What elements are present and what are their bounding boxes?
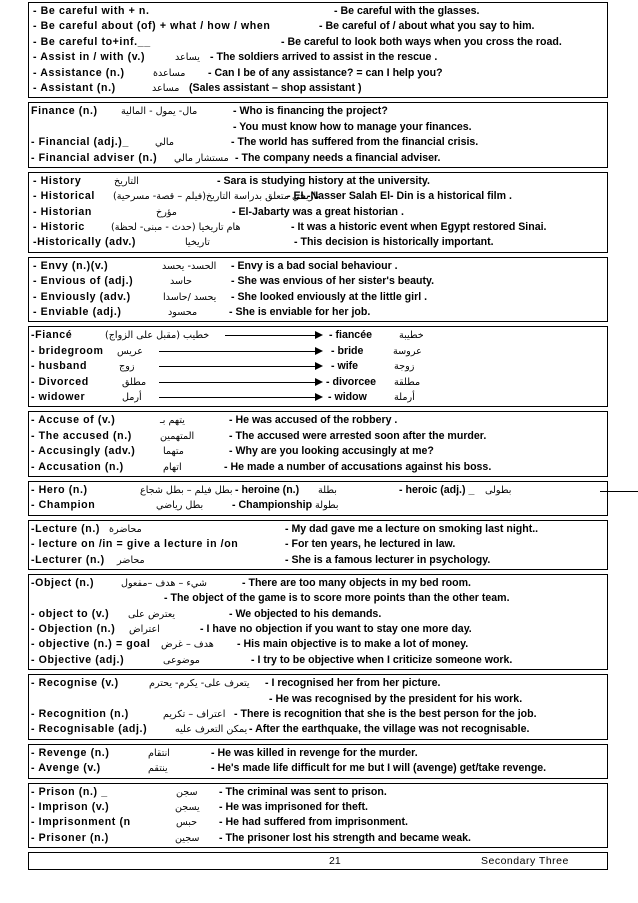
vocab-row xyxy=(29,19,607,34)
vocab-row xyxy=(29,189,607,204)
vocab-row xyxy=(29,274,607,289)
arabic-meaning: اعتراض xyxy=(129,624,160,636)
vocab-term: - Prison (n.) _ xyxy=(31,785,108,798)
vocab-row xyxy=(29,35,607,50)
vocab-row xyxy=(29,498,607,513)
vocab-term: - Financial adviser (n.) xyxy=(31,151,158,164)
arabic-meaning: يعترض على xyxy=(128,608,176,620)
vocab-term: - He was recognised by the president for his work. xyxy=(269,692,523,705)
vocab-term: - Accusingly (adv.) xyxy=(31,445,136,458)
arabic-meaning: عريس xyxy=(117,345,143,357)
arabic-meaning: أرمل xyxy=(122,391,142,403)
vocab-row xyxy=(29,375,607,390)
example-sentence: - For ten years, he lectured in law. xyxy=(285,538,456,551)
arabic-meaning: مساعدة xyxy=(153,67,186,79)
vocab-row xyxy=(29,81,607,96)
vocab-term: - Avenge (v.) xyxy=(31,762,101,775)
example-sentence: - She is enviable for her job. xyxy=(229,306,371,319)
arabic-meaning: بطل فيلم – بطل شجاع xyxy=(140,484,233,496)
example-sentence: - The soldiers arrived to assist in the rescue . xyxy=(210,51,438,64)
arabic-meaning: هدف – غرض xyxy=(161,639,214,651)
vocab-row xyxy=(29,692,607,707)
arabic-meaning: زوج xyxy=(119,361,135,373)
example-sentence: - My dad gave me a lecture on smoking last night.. xyxy=(285,522,539,535)
example-sentence: - Be careful to look both ways when you cross the road. xyxy=(281,35,562,48)
vocab-block-prison xyxy=(28,783,608,849)
vocab-row xyxy=(29,429,607,444)
example-sentence: - He was accused of the robbery . xyxy=(229,414,398,427)
arabic-meaning: يتهم بـ xyxy=(160,415,185,427)
vocab-term: -Object (n.) xyxy=(31,576,95,589)
arabic-meaning: حاسد xyxy=(170,276,192,288)
vocab-row xyxy=(29,328,607,343)
vocab-term: - Prisoner (n.) xyxy=(31,831,109,844)
arabic-meaning: بطولة xyxy=(315,500,339,512)
vocab-term: - The object of the game is to score more points than the other team. xyxy=(164,592,510,605)
example-sentence: - heroic (adj.) _ xyxy=(399,483,475,496)
vocab-row xyxy=(29,66,607,81)
vocab-row xyxy=(29,831,607,846)
vocab-term: - Objection (n.) xyxy=(31,623,116,636)
vocab-row xyxy=(29,50,607,65)
example-sentence: - Championship xyxy=(232,499,313,512)
example-sentence: - Why are you looking accusingly at me? xyxy=(229,445,434,458)
arrow-icon xyxy=(159,397,321,398)
example-sentence: - Who is financing the project? xyxy=(233,105,388,118)
example-sentence: - Be careful with the glasses. xyxy=(334,5,480,17)
vocab-row xyxy=(29,576,607,591)
arabic-meaning: سجن xyxy=(176,786,198,798)
vocab-row xyxy=(29,344,607,359)
example-sentence: - The world has suffered from the financial crisis. xyxy=(231,136,479,149)
vocab-row xyxy=(29,815,607,830)
arabic-meaning: مال- يمول - المالية xyxy=(121,106,198,118)
example-sentence: - The company needs a financial adviser. xyxy=(235,151,441,164)
vocab-term: - Financial (adj.)_ xyxy=(31,136,129,149)
vocab-row xyxy=(29,761,607,776)
vocab-row xyxy=(29,205,607,220)
arabic-meaning: ينتقم xyxy=(148,763,168,775)
arabic-meaning: التاريخ xyxy=(114,175,139,187)
vocab-term: - Assistance (n.) xyxy=(33,66,125,79)
example-sentence: - It was a historic event when Egypt restored Sinai. xyxy=(291,221,547,234)
vocab-term: - Enviously (adv.) xyxy=(33,290,131,303)
vocab-row xyxy=(29,676,607,691)
arabic-meaning: يسجن xyxy=(175,801,200,813)
arabic-meaning: مطلق xyxy=(122,376,147,388)
vocab-term: - Be careful about (of) + what / how / when xyxy=(33,20,271,33)
vocab-row xyxy=(29,785,607,800)
vocab-term: - Recognisable (adj.) xyxy=(31,723,148,736)
vocab-term: - Historical xyxy=(33,190,95,203)
vocab-block-lecture xyxy=(28,520,608,570)
vocab-row xyxy=(29,460,607,475)
arabic-meaning: اعتراف – تكريم xyxy=(163,709,226,721)
vocab-term: - bridegroom xyxy=(31,344,104,357)
vocab-term: - Recognition (n.) xyxy=(31,708,129,721)
arabic-meaning: مستشار مالي xyxy=(174,152,229,164)
vocab-row xyxy=(29,722,607,737)
vocab-term: - Objective (adj.) xyxy=(31,653,125,666)
example-sentence: - He had suffered from imprisonment. xyxy=(219,816,408,829)
arabic-meaning: مؤرخ xyxy=(156,206,177,218)
vocab-block-revenge xyxy=(28,744,608,779)
example-sentence: - Sara is studying history at the university. xyxy=(217,174,430,187)
arabic-meaning: يساعد xyxy=(175,52,200,64)
example-sentence: - He made a number of accusations against his boss. xyxy=(224,460,492,473)
vocab-term: -Lecturer (n.) xyxy=(31,553,105,566)
example-sentence: - wife xyxy=(331,360,359,373)
arabic-meaning: المتهمين xyxy=(160,430,195,442)
vocab-row xyxy=(29,607,607,622)
arabic-meaning: يمكن التعرف عليه xyxy=(175,724,248,736)
example-sentence: - She was envious of her sister's beauty. xyxy=(231,275,435,288)
arabic-meaning: هام تاريخيا (حدث - مبنى- لحظة) xyxy=(111,222,241,234)
vocab-row xyxy=(29,390,607,405)
example-sentence: - He was imprisoned for theft. xyxy=(219,800,368,813)
arrow-icon xyxy=(159,382,321,383)
example-sentence: - Be careful of / about what you say to him. xyxy=(319,20,535,33)
arabic-meaning: تاريخيا xyxy=(185,237,210,249)
example-sentence: - widow xyxy=(328,390,367,403)
arabic-meaning: زوجة xyxy=(394,361,415,373)
vocab-term: - Imprisonment (n xyxy=(31,816,131,829)
arabic-meaning: انتقام xyxy=(148,747,170,759)
vocab-term: -Lecture (n.) xyxy=(31,522,101,535)
vocab-row xyxy=(29,653,607,668)
vocab-row xyxy=(29,444,607,459)
vocab-term: -Fiancé xyxy=(31,329,73,342)
arabic-meaning: بطولى xyxy=(485,484,512,496)
arrow-icon xyxy=(225,335,321,336)
vocab-row xyxy=(29,591,607,606)
example-sentence: - I try to be objective when I criticize someone work. xyxy=(251,653,513,666)
vocab-term: -Historically (adv.) xyxy=(33,236,137,249)
arabic-meaning: محاضر xyxy=(117,554,145,566)
vocab-row xyxy=(29,120,607,135)
vocab-term: - Enviable (adj.) xyxy=(33,306,122,319)
vocab-row xyxy=(29,174,607,189)
vocab-term: - Envious of (adj.) xyxy=(33,275,134,288)
vocab-block-object xyxy=(28,574,608,670)
vocab-row xyxy=(29,800,607,815)
vocab-row xyxy=(29,259,607,274)
vocab-block-careful xyxy=(28,2,608,98)
vocab-block-fiance xyxy=(28,326,608,407)
vocab-term: - Be careful to+inf.__ xyxy=(33,35,151,48)
arabic-meaning: موضوعى xyxy=(163,654,200,666)
page-number: 21 xyxy=(329,855,341,868)
vocab-term: - Hero (n.) xyxy=(31,483,88,496)
vocab-row xyxy=(29,707,607,722)
example-sentence: - heroine (n.) xyxy=(235,483,300,496)
vocab-row xyxy=(29,483,607,498)
arabic-meaning: متهما xyxy=(163,446,184,458)
vocab-block-history xyxy=(28,172,608,253)
example-sentence: - Envy is a bad social behaviour . xyxy=(231,259,398,272)
arrow-icon xyxy=(159,366,321,367)
vocab-row xyxy=(29,622,607,637)
vocab-term: - Divorced xyxy=(31,375,89,388)
vocab-row xyxy=(29,746,607,761)
vocab-term: Finance (n.) xyxy=(31,105,98,118)
arabic-meaning: خطيب (مقبل على الزواج) xyxy=(105,330,210,342)
vocab-row xyxy=(29,522,607,537)
example-sentence: - bride xyxy=(331,344,364,357)
arabic-meaning: اتهام xyxy=(163,461,182,473)
example-sentence: - The prisoner lost his strength and became weak. xyxy=(219,831,471,844)
example-sentence: - fiancée xyxy=(329,329,372,342)
vocab-term: - Accuse of (v.) xyxy=(31,414,116,427)
vocab-term: - Historian xyxy=(33,205,92,218)
vocab-row xyxy=(29,305,607,320)
example-sentence: (Sales assistant – shop assistant ) xyxy=(189,81,362,94)
example-sentence: - Can I be of any assistance? = can I help you? xyxy=(208,66,443,79)
vocab-block-envy xyxy=(28,257,608,323)
arabic-meaning: محسود xyxy=(168,307,198,319)
vocab-term: - Recognise (v.) xyxy=(31,677,119,690)
example-sentence: - There is recognition that she is the best person for the job. xyxy=(234,708,537,721)
arabic-meaning: محاضرة xyxy=(109,523,142,535)
vocab-term: - Imprison (v.) xyxy=(31,800,110,813)
arabic-meaning: يحسد /حاسدا xyxy=(163,291,217,303)
vocab-row xyxy=(29,290,607,305)
vocab-term: - lecture on /in = give a lecture in /on xyxy=(31,538,239,551)
vocab-term: - Revenge (n.) xyxy=(31,746,110,759)
arabic-meaning: بطل رياضي xyxy=(156,500,204,512)
vocab-term: - objective (n.) = goal xyxy=(31,638,151,651)
arabic-meaning: تاريخي متعلق بدراسة التاريخ(فيلم – قصة- مسرحية) xyxy=(113,191,320,203)
vocab-term: - Champion xyxy=(31,499,96,512)
margin-line xyxy=(600,491,638,492)
arabic-meaning: يتعرف على- يكرم- يحترم xyxy=(149,678,250,690)
arabic-meaning: مطلقة xyxy=(394,376,421,388)
example-sentence: - divorcee xyxy=(326,375,377,388)
vocabulary-sheet xyxy=(28,2,608,870)
example-sentence: - There are too many objects in my bed room. xyxy=(242,576,471,589)
vocab-term: - object to (v.) xyxy=(31,607,110,620)
example-sentence: - She looked enviously at the little girl . xyxy=(231,290,428,303)
vocab-row xyxy=(29,135,607,150)
example-sentence: - His main objective is to make a lot of money. xyxy=(237,638,469,651)
arabic-meaning: خطيبة xyxy=(399,330,424,342)
vocab-term: - Historic xyxy=(33,221,85,234)
vocab-term: - Envy (n.)(v.) xyxy=(33,259,109,272)
arabic-meaning: مساعد xyxy=(152,82,180,94)
vocab-block-finance xyxy=(28,102,608,168)
example-sentence: - El-Jabarty was a great historian . xyxy=(232,205,404,218)
vocab-row xyxy=(29,637,607,652)
vocab-term: - husband xyxy=(31,360,88,373)
example-sentence: - I have no objection if you want to stay one more day. xyxy=(200,623,472,636)
vocab-term: - widower xyxy=(31,390,86,403)
arabic-meaning: مالي xyxy=(155,137,174,149)
arabic-meaning: سجين xyxy=(175,832,200,844)
vocab-row xyxy=(29,537,607,552)
vocab-row xyxy=(29,553,607,568)
vocab-block-hero xyxy=(28,481,608,516)
example-sentence: - He was killed in revenge for the murder. xyxy=(211,746,418,759)
vocab-term: - History xyxy=(33,174,82,187)
vocab-term: - Assistant (n.) xyxy=(33,81,116,94)
vocab-term: - Be careful with + n. xyxy=(33,5,150,17)
arabic-meaning: الحسد- يحسد xyxy=(162,260,217,272)
example-sentence: - The accused were arrested soon after the murder. xyxy=(229,429,487,442)
arabic-meaning: عروسة xyxy=(393,345,422,357)
vocab-row xyxy=(29,220,607,235)
example-sentence: - The criminal was sent to prison. xyxy=(219,785,387,798)
vocab-term: - You must know how to manage your finances. xyxy=(233,120,472,133)
example-sentence: - After the earthquake, the village was not recognisable. xyxy=(249,723,530,736)
grade-label: Secondary Three xyxy=(481,855,569,868)
vocab-term: - Accusation (n.) xyxy=(31,460,124,473)
arabic-meaning: أرملة xyxy=(394,391,415,403)
vocab-block-accuse xyxy=(28,411,608,477)
vocab-row xyxy=(29,4,607,19)
example-sentence: - She is a famous lecturer in psychology. xyxy=(285,553,491,566)
page-footer xyxy=(28,852,608,870)
arrow-icon xyxy=(159,351,321,352)
arabic-meaning: حبس xyxy=(176,817,198,829)
vocab-block-recognise xyxy=(28,674,608,740)
vocab-row xyxy=(29,359,607,374)
example-sentence: - He's made life difficult for me but I will (avenge) get/take revenge. xyxy=(211,762,547,775)
vocab-term: - The accused (n.) xyxy=(31,429,132,442)
example-sentence: - This decision is historically important. xyxy=(294,236,494,249)
example-sentence: - We objected to his demands. xyxy=(229,607,382,620)
vocab-row xyxy=(29,235,607,250)
example-sentence: - EL-Nasser Salah El- Din is a historical film . xyxy=(287,190,512,203)
arabic-meaning: شيء – هدف –مفعول xyxy=(121,577,207,589)
arabic-meaning: بطلة xyxy=(318,484,337,496)
example-sentence: - I recognised her from her picture. xyxy=(265,677,441,690)
vocab-row xyxy=(29,151,607,166)
vocab-term: - Assist in / with (v.) xyxy=(33,51,146,64)
vocab-row xyxy=(29,104,607,119)
vocab-row xyxy=(29,413,607,428)
